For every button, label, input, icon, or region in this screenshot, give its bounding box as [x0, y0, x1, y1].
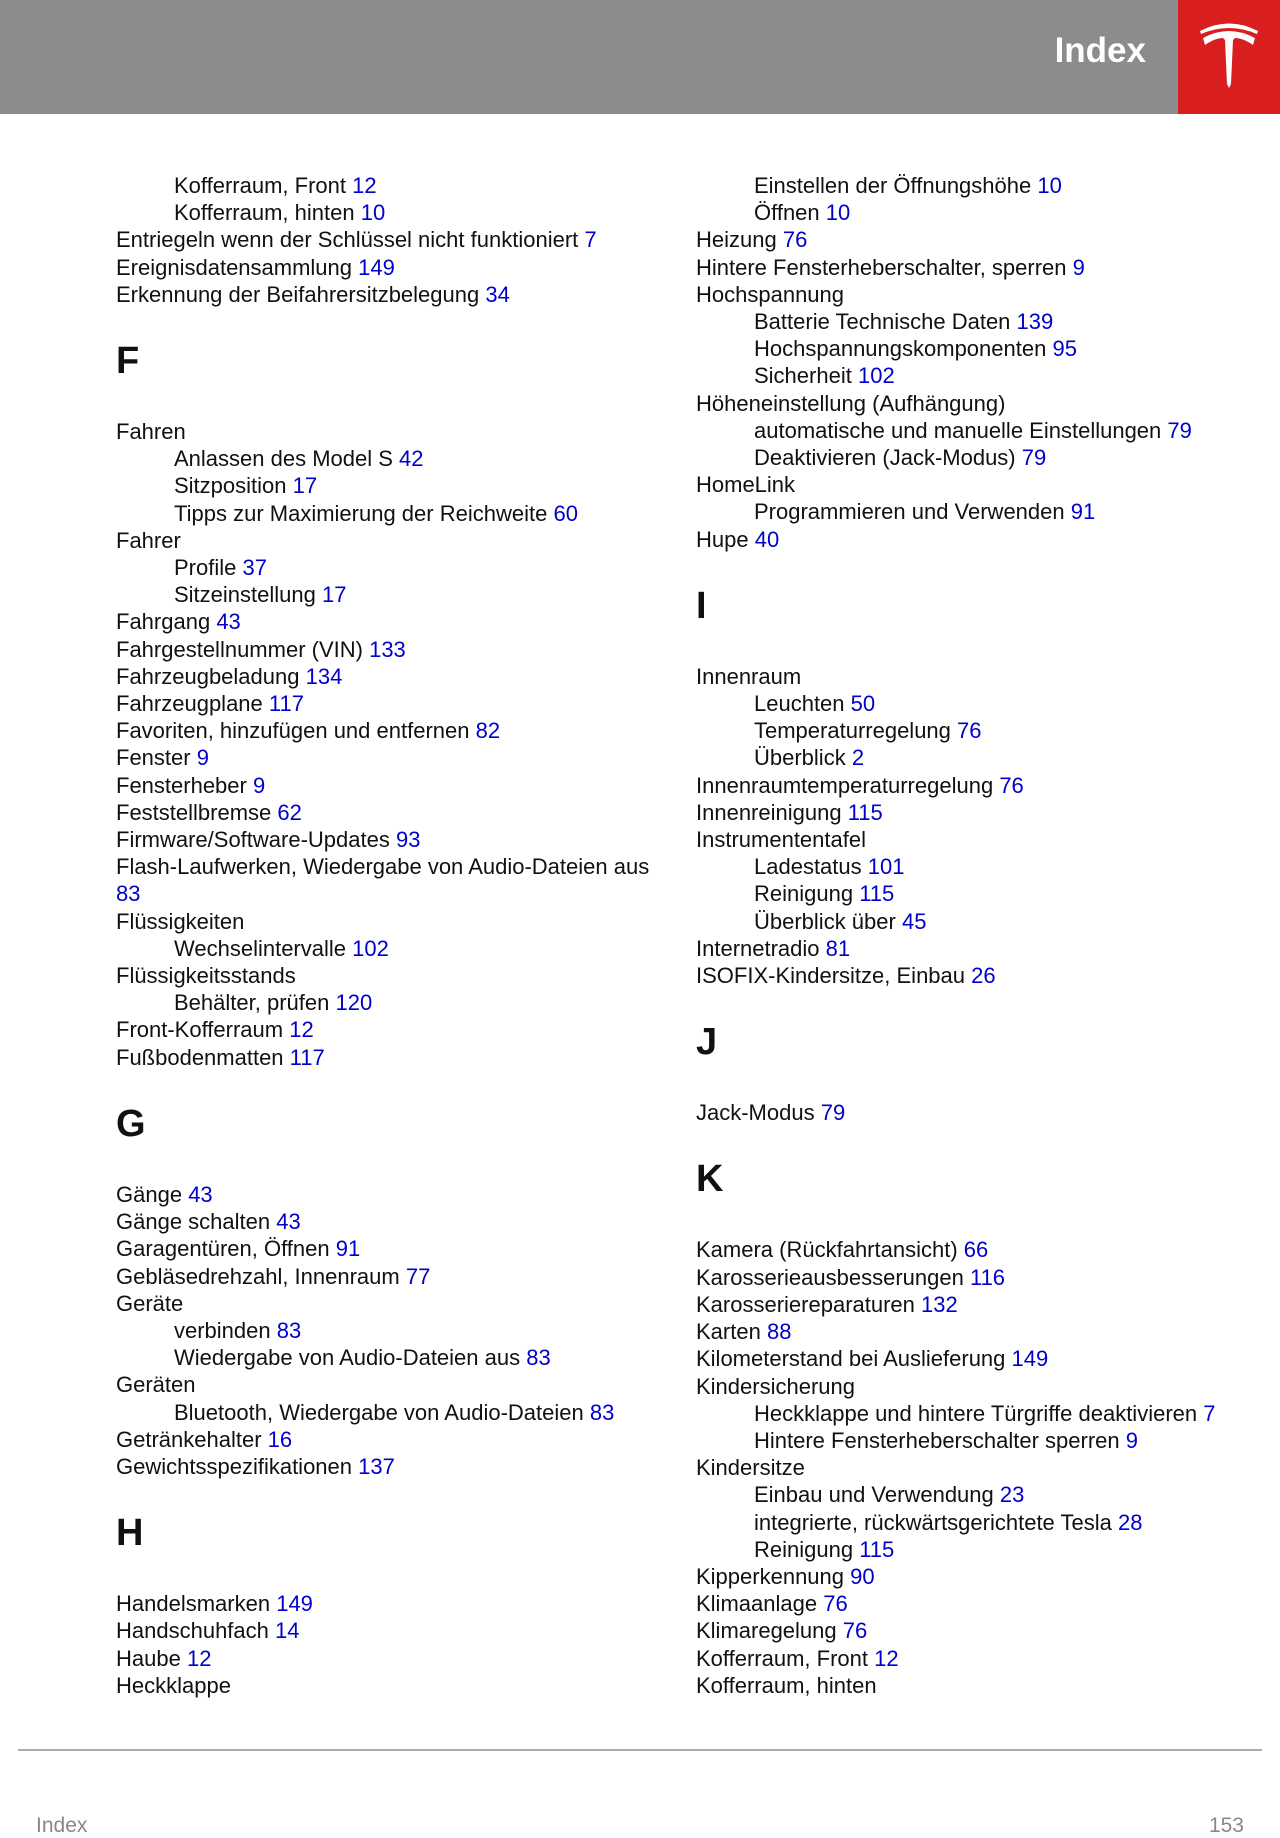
page-link[interactable]: 81 — [825, 935, 851, 961]
page-link[interactable]: 101 — [867, 854, 905, 880]
page-link[interactable]: 12 — [874, 1645, 899, 1671]
index-subentry — [696, 908, 1236, 935]
index-entry — [116, 1290, 676, 1317]
index-entry — [696, 1672, 1236, 1699]
index-entry — [696, 1373, 1236, 1400]
footer-page-number: 153 — [1208, 1814, 1244, 1837]
entry-term: Flüssigkeitsstands — [116, 963, 296, 989]
entry-term: Getränkehalter — [116, 1426, 262, 1452]
entry-term: Karten — [696, 1319, 761, 1345]
page-link[interactable]: 60 — [553, 500, 578, 526]
index-entry — [696, 1590, 1236, 1617]
page-link[interactable]: 12 — [352, 173, 377, 198]
page-link[interactable]: 76 — [782, 227, 808, 253]
footer-divider — [18, 1749, 1262, 1751]
page-link[interactable]: 7 — [584, 227, 597, 253]
index-entry — [116, 826, 676, 853]
header-bar — [0, 0, 1178, 114]
index-entry — [696, 1563, 1236, 1590]
entry-term: Höheneinstellung (Aufhängung) — [696, 390, 1006, 416]
page-link[interactable]: 26 — [971, 963, 996, 989]
entry-term: Heckklappe — [116, 1672, 231, 1698]
page-link[interactable]: 115 — [859, 881, 895, 907]
index-subentry — [116, 554, 676, 581]
entry-term: Fahrzeugplane — [116, 691, 263, 717]
entry-term: Fahrgestellnummer (VIN) — [116, 636, 363, 662]
entry-term: Heizung — [696, 227, 777, 253]
index-entry — [696, 1236, 1236, 1263]
section-letter: G — [116, 1102, 146, 1145]
index-entry — [116, 853, 676, 907]
entry-term: Kofferraum, hinten — [696, 1672, 877, 1698]
page-link[interactable]: 34 — [485, 281, 510, 307]
entry-term: Gebläsedrehzahl, Innenraum — [116, 1263, 400, 1289]
page-link[interactable]: 14 — [275, 1618, 300, 1644]
page-link[interactable]: 93 — [396, 827, 421, 853]
page-link[interactable]: 134 — [305, 663, 343, 689]
entry-term: Gänge schalten — [116, 1209, 271, 1235]
page-link[interactable]: 115 — [847, 799, 883, 825]
section-letter: I — [696, 584, 707, 627]
page-link[interactable]: 23 — [999, 1482, 1025, 1508]
entry-term: Sitzposition — [174, 473, 287, 499]
index-entry — [116, 254, 676, 281]
page-link[interactable]: 10 — [1037, 173, 1062, 198]
page-link[interactable]: 83 — [589, 1399, 615, 1425]
page-link[interactable]: 95 — [1052, 336, 1077, 362]
index-subentry — [116, 1344, 676, 1371]
index-subentry — [116, 1399, 676, 1426]
section-letter: F — [116, 340, 140, 383]
entry-term: Geräten — [116, 1372, 196, 1398]
page-link[interactable]: 40 — [754, 526, 780, 552]
page-link[interactable]: 149 — [1011, 1346, 1049, 1372]
index-subentry — [116, 199, 676, 226]
index-entry — [116, 663, 676, 690]
page-link[interactable]: 79 — [1021, 445, 1047, 471]
page-link[interactable]: 16 — [267, 1426, 293, 1452]
index-entry — [116, 908, 676, 935]
page-link[interactable]: 83 — [116, 881, 141, 907]
entry-term: Profile — [174, 555, 237, 581]
index-entry — [696, 226, 1236, 253]
index-entry — [116, 527, 676, 554]
entry-term: Überblick über — [754, 908, 896, 934]
entry-term: Ladestatus — [754, 854, 862, 880]
entry-term: Instrumententafel — [696, 827, 866, 853]
entry-term: Fahrzeugbeladung — [116, 663, 300, 689]
index-subentry — [116, 172, 676, 199]
page-link[interactable]: 102 — [352, 935, 389, 961]
index-entry — [696, 1454, 1236, 1481]
index-entry — [116, 1181, 676, 1208]
entry-term: Flüssigkeiten — [116, 908, 245, 934]
index-subentry — [696, 690, 1236, 717]
page-link[interactable]: 149 — [276, 1591, 313, 1617]
page-link[interactable]: 17 — [322, 582, 347, 608]
index-entry — [116, 608, 676, 635]
page-link[interactable]: 77 — [405, 1263, 431, 1289]
index-subentry — [696, 172, 1236, 199]
entry-term: Kindersicherung — [696, 1373, 855, 1399]
entry-term: Anlassen des Model S — [174, 446, 393, 472]
page-link[interactable]: 79 — [1167, 417, 1192, 443]
index-entry — [116, 1617, 676, 1644]
page-link[interactable]: 117 — [268, 691, 304, 717]
index-entry — [116, 1208, 676, 1235]
index-entry — [696, 526, 1236, 553]
entry-term: Kofferraum, hinten — [174, 200, 355, 226]
page-link[interactable]: 43 — [188, 1181, 213, 1207]
page-link[interactable]: 10 — [360, 200, 386, 226]
entry-term: Entriegeln wenn der Schlüssel nicht funktioniert — [116, 227, 579, 253]
entry-term: Karosseriereparaturen — [696, 1291, 915, 1317]
entry-term: Einstellen der Öffnungshöhe — [754, 173, 1032, 198]
entry-term: verbinden — [174, 1317, 271, 1343]
index-column-left — [116, 172, 676, 1699]
entry-term: Favoriten, hinzufügen und entfernen — [116, 718, 470, 744]
entry-term: Innenraum — [696, 663, 802, 689]
index-subentry — [696, 335, 1236, 362]
entry-term: Hupe — [696, 526, 749, 552]
index-entry — [116, 418, 676, 445]
entry-term: Tipps zur Maximierung der Reichweite — [174, 500, 548, 526]
index-entry — [696, 281, 1236, 308]
page-link[interactable]: 2 — [851, 745, 865, 771]
entry-term: Batterie Technische Daten — [754, 309, 1011, 335]
entry-term: Hintere Fensterheberschalter sperren — [754, 1427, 1120, 1453]
index-entry — [116, 1044, 676, 1071]
index-entry — [696, 390, 1236, 417]
index-entry — [696, 935, 1236, 962]
entry-term: Kamera (Rückfahrtansicht) — [696, 1237, 958, 1263]
page-link[interactable]: 42 — [399, 446, 424, 472]
entry-term: Geräte — [116, 1290, 184, 1316]
entry-term: Gänge — [116, 1181, 183, 1207]
page-link[interactable]: 132 — [921, 1291, 958, 1317]
page-link[interactable]: 7 — [1203, 1400, 1216, 1426]
entry-term: Jack-Modus — [696, 1100, 815, 1126]
entry-term: Kofferraum, Front — [174, 173, 346, 198]
page-link[interactable]: 139 — [1016, 309, 1054, 335]
entry-term: ISOFIX-Kindersitze, Einbau — [696, 963, 966, 989]
page-link[interactable]: 9 — [252, 772, 266, 798]
index-subentry — [696, 880, 1236, 907]
page-link[interactable]: 62 — [277, 799, 302, 825]
entry-term: Fahren — [116, 419, 186, 445]
entry-term: Handschuhfach — [116, 1618, 269, 1644]
index-subentry — [696, 417, 1236, 444]
entry-term: Kofferraum, Front — [696, 1645, 868, 1671]
index-subentry — [696, 199, 1236, 226]
index-subentry — [696, 1509, 1236, 1536]
index-entry — [116, 1672, 676, 1699]
index-entry — [116, 1235, 676, 1262]
index-entry — [696, 1617, 1236, 1644]
index-subentry — [116, 581, 676, 608]
index-entry — [696, 1318, 1236, 1345]
index-entry — [696, 826, 1236, 853]
page-link[interactable]: 149 — [358, 254, 395, 280]
entry-term: Feststellbremse — [116, 799, 272, 825]
logo-box — [1178, 0, 1280, 114]
index-subentry — [696, 444, 1236, 471]
page-link[interactable]: 76 — [999, 772, 1024, 798]
entry-term: Deaktivieren (Jack-Modus) — [754, 445, 1016, 471]
page-link[interactable]: 83 — [276, 1317, 302, 1343]
page-link[interactable]: 91 — [335, 1236, 361, 1262]
index-entry — [116, 1016, 676, 1043]
entry-term: Reinigung — [754, 1536, 854, 1562]
index-entry — [696, 1264, 1236, 1291]
entry-term: Sicherheit — [754, 363, 852, 389]
page-link[interactable]: 9 — [196, 745, 209, 771]
entry-term: Garagentüren, Öffnen — [116, 1236, 330, 1262]
index-entry — [696, 799, 1236, 826]
entry-term: Reinigung — [754, 881, 854, 907]
entry-term: Front-Kofferraum — [116, 1017, 284, 1043]
index-entry — [116, 1426, 676, 1453]
index-subentry — [116, 500, 676, 527]
entry-term: Innenreinigung — [696, 799, 842, 825]
index-subentry — [116, 445, 676, 472]
entry-term: Fenster — [116, 745, 191, 771]
index-subentry — [696, 1536, 1236, 1563]
section-letter: K — [696, 1158, 724, 1201]
index-entry — [116, 1263, 676, 1290]
page-link[interactable]: 12 — [289, 1017, 314, 1043]
index-entry — [116, 744, 676, 771]
index-entry — [696, 1099, 1236, 1126]
index-subentry — [696, 717, 1236, 744]
page-link[interactable]: 9 — [1125, 1427, 1138, 1453]
entry-term: Einbau und Verwendung — [754, 1482, 994, 1508]
index-subentry — [116, 1317, 676, 1344]
entry-term: Überblick — [754, 745, 846, 771]
page-link[interactable]: 28 — [1118, 1509, 1143, 1535]
page-link[interactable]: 76 — [823, 1591, 848, 1617]
entry-term: Klimaregelung — [696, 1618, 837, 1644]
entry-term: Kilometerstand bei Auslieferung — [696, 1346, 1006, 1372]
page-link[interactable]: 90 — [850, 1563, 875, 1589]
page-link[interactable]: 45 — [901, 908, 927, 934]
page-link[interactable]: 120 — [335, 990, 373, 1016]
page-link[interactable]: 115 — [859, 1536, 895, 1562]
index-entry — [696, 471, 1236, 498]
page-link[interactable]: 79 — [820, 1100, 846, 1126]
index-entry — [696, 962, 1236, 989]
index-subentry — [116, 472, 676, 499]
index-subentry — [696, 1427, 1236, 1454]
page-link[interactable]: 116 — [969, 1264, 1006, 1290]
index-entry — [116, 962, 676, 989]
entry-term: Firmware/Software-Updates — [116, 827, 390, 853]
index-column-right — [696, 172, 1236, 1699]
entry-term: Temperaturregelung — [754, 718, 951, 744]
entry-term: Fußbodenmatten — [116, 1044, 284, 1070]
entry-term: Innenraumtemperaturregelung — [696, 772, 994, 798]
entry-term: Klimaanlage — [696, 1591, 818, 1617]
page-link[interactable]: 76 — [957, 718, 982, 744]
index-entry — [696, 1345, 1236, 1372]
page-link[interactable]: 12 — [186, 1645, 212, 1671]
section-letter: J — [696, 1021, 718, 1064]
index-entry — [696, 1291, 1236, 1318]
page-link[interactable]: 50 — [850, 691, 876, 717]
index-entry — [696, 254, 1236, 281]
tesla-t-logo-icon — [1178, 0, 1280, 114]
page-link[interactable]: 137 — [358, 1453, 395, 1479]
entry-term: Kipperkennung — [696, 1563, 845, 1589]
entry-term: automatische und manuelle Einstellungen — [754, 417, 1162, 443]
entry-term: Sitzeinstellung — [174, 582, 316, 608]
index-subentry — [696, 1400, 1236, 1427]
entry-term: Leuchten — [754, 691, 845, 717]
entry-term: integrierte, rückwärtsgerichtete Tesla — [754, 1509, 1112, 1535]
index-entry — [696, 1645, 1236, 1672]
index-subentry — [116, 989, 676, 1016]
entry-term: Programmieren und Verwenden — [754, 499, 1065, 525]
entry-term: Karosserieausbesserungen — [696, 1264, 964, 1290]
entry-term: Internetradio — [696, 935, 820, 961]
entry-term: Haube — [116, 1645, 181, 1671]
entry-term: Bluetooth, Wiedergabe von Audio-Dateien — [174, 1399, 584, 1425]
entry-term: Fahrer — [116, 527, 181, 553]
index-subentry — [696, 362, 1236, 389]
index-entry — [116, 1371, 676, 1398]
entry-term: Ereignisdatensammlung — [116, 254, 353, 280]
page-link[interactable]: 88 — [766, 1319, 792, 1345]
entry-term: Öffnen — [754, 200, 820, 226]
entry-term: Gewichtsspezifikationen — [116, 1453, 353, 1479]
index-subentry — [696, 744, 1236, 771]
index-subentry — [696, 1481, 1236, 1508]
entry-term: Hochspannung — [696, 281, 845, 307]
entry-term: Heckklappe und hintere Türgriffe deaktivieren — [754, 1400, 1198, 1426]
page-link[interactable]: 43 — [216, 609, 241, 635]
entry-term: HomeLink — [696, 472, 796, 498]
section-letter: H — [116, 1512, 144, 1555]
page-link[interactable]: 117 — [289, 1044, 325, 1070]
index-entry — [116, 226, 676, 253]
index-entry — [116, 717, 676, 744]
page-link[interactable]: 9 — [1072, 254, 1085, 280]
index-subentry — [116, 935, 676, 962]
page-link[interactable]: 17 — [292, 473, 318, 499]
page-link[interactable]: 66 — [963, 1237, 989, 1263]
page-link[interactable]: 37 — [242, 555, 267, 581]
page-link[interactable]: 10 — [825, 200, 851, 226]
entry-term: Wiedergabe von Audio-Dateien aus — [174, 1345, 521, 1371]
entry-term: Flash-Laufwerken, Wiedergabe von Audio-Dateien aus — [116, 854, 650, 880]
index-entry — [116, 281, 676, 308]
index-entry — [116, 1645, 676, 1672]
index-subentry — [696, 498, 1236, 525]
entry-term: Handelsmarken — [116, 1591, 271, 1617]
index-entry — [696, 772, 1236, 799]
entry-term: Erkennung der Beifahrersitzbelegung — [116, 281, 480, 307]
index-entry — [116, 799, 676, 826]
entry-term: Kindersitze — [696, 1455, 805, 1481]
footer-section-label: Index — [36, 1814, 88, 1837]
entry-term: Hintere Fensterheberschalter, sperren — [696, 254, 1067, 280]
entry-term: Fensterheber — [116, 772, 247, 798]
entry-term: Behälter, prüfen — [174, 990, 330, 1016]
index-entry — [116, 1590, 676, 1617]
index-entry — [116, 772, 676, 799]
index-entry — [116, 690, 676, 717]
index-entry — [116, 636, 676, 663]
page-link[interactable]: 43 — [276, 1209, 301, 1235]
entry-term: Hochspannungskomponenten — [754, 336, 1047, 362]
entry-term: Fahrgang — [116, 609, 211, 635]
index-subentry — [696, 853, 1236, 880]
page-link[interactable]: 102 — [857, 363, 895, 389]
page-link[interactable]: 83 — [526, 1345, 551, 1371]
page-link[interactable]: 76 — [842, 1618, 868, 1644]
index-entry — [116, 1453, 676, 1480]
page-link[interactable]: 91 — [1070, 499, 1096, 525]
index-subentry — [696, 308, 1236, 335]
page-title: Index — [1054, 31, 1146, 70]
page-link[interactable]: 133 — [369, 636, 406, 662]
entry-term: Wechselintervalle — [174, 935, 347, 961]
page-link[interactable]: 82 — [475, 718, 501, 744]
index-entry — [696, 663, 1236, 690]
